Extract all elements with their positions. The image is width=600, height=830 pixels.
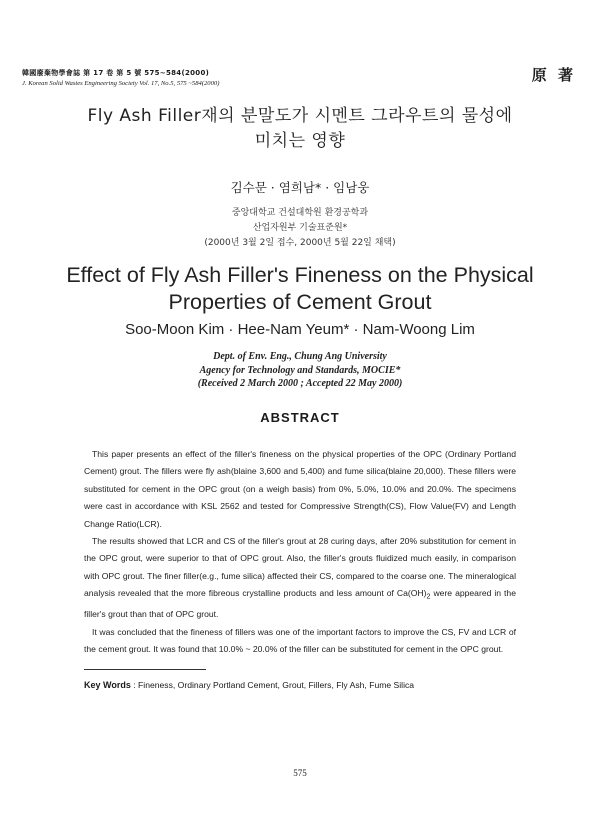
english-affiliations xyxy=(0,350,600,391)
abstract-paragraph-1: This paper presents an effect of the filler's fineness on the physical properties of the OPC (Ordinary Portland Cement) grout. The fillers were fly ash(blaine 3,600 and 5,400) and fume silica(blaine 20,000). These fillers were substituted for cement in the OPC grout (on a weigh basis) from 0%, 5.0%, 10.0% and 20.0%. The specimens were cast in accordance with KSL 2562 and tested for Compressive Strength(CS), Flow Value(FV) and Length Change Ratio(LCR). xyxy=(84,449,516,529)
keywords-separator: : xyxy=(130,680,139,690)
abstract-body xyxy=(84,446,516,659)
english-title xyxy=(0,262,600,316)
abstract-paragraph-2-text: The results showed that LCR and CS of the filler's grout at 28 curing days, after 20% substitution for cement in the OPC grout, were superior to that of OPC grout. Also, the filler's grouts fluidized much easily, in comparison with OPC grout. The finer filler(e.g., fume silica) affected their CS, compared to the coarse one. The mineralogical analysis revealed that the more fibreous crystalline products and less amount of Ca(OH) xyxy=(84,536,516,599)
abstract-heading: ABSTRACT xyxy=(260,410,340,425)
korean-title xyxy=(0,104,600,154)
keywords-label: Key Words xyxy=(84,680,131,690)
subscript-2: 2 xyxy=(426,592,431,601)
english-title-line1: Effect of Fly Ash Filler's Fineness on the Physical xyxy=(66,263,534,287)
abstract-paragraph-3: It was concluded that the fineness of fillers was one of the important factors to improve the CS, FV and LCR of the cement grout. It was found that 10.0% ~ 20.0% of the filler can be substituted for cement in the OPC grout. xyxy=(84,626,516,655)
journal-header-korean: 韓國廢棄物學會誌 第 17 卷 第 5 號 575~584(2000) xyxy=(22,69,210,77)
keywords xyxy=(84,680,414,690)
english-title-line2: Properties of Cement Grout xyxy=(168,290,432,314)
journal-header-english: J. Korean Solid Wastes Engineering Society Vol. 17, No.5, 575 ~584(2000) xyxy=(22,80,220,87)
korean-affiliation-2: 산업자원부 기술표준원* xyxy=(252,223,348,233)
footnote-divider xyxy=(84,669,206,670)
abstract-paragraph-2-tail: were appeared in the filler's grout than that of OPC grout. xyxy=(84,588,516,620)
article-type-badge: 原 著 xyxy=(531,66,576,84)
korean-authors: 김수문 · 염희남* · 임남웅 xyxy=(230,180,370,195)
english-received-date: (Received 2 March 2000 ; Accepted 22 May 2000) xyxy=(197,378,403,389)
keywords-list: Fineness, Ordinary Portland Cement, Grout, Fillers, Fly Ash, Fume Silica xyxy=(138,680,415,690)
korean-affiliation-1: 중앙대학교 건설대학원 환경공학과 xyxy=(231,208,369,218)
english-affiliation-1: Dept. of Env. Eng., Chung Ang University xyxy=(213,351,387,362)
korean-title-line2: 미치는 영향 xyxy=(254,131,346,151)
korean-received-date: (2000년 3월 2일 접수, 2000년 5월 22일 채택) xyxy=(204,238,396,248)
english-affiliation-2: Agency for Technology and Standards, MOCIE* xyxy=(199,364,401,376)
page-number: 575 xyxy=(293,768,307,778)
korean-title-line1: Fly Ash Filler재의 분말도가 시멘트 그라우트의 물성에 xyxy=(87,106,513,126)
abstract-paragraph-2 xyxy=(84,533,516,624)
english-authors: Soo-Moon Kim · Hee-Nam Yeum* · Nam-Woong Lim xyxy=(125,321,475,338)
